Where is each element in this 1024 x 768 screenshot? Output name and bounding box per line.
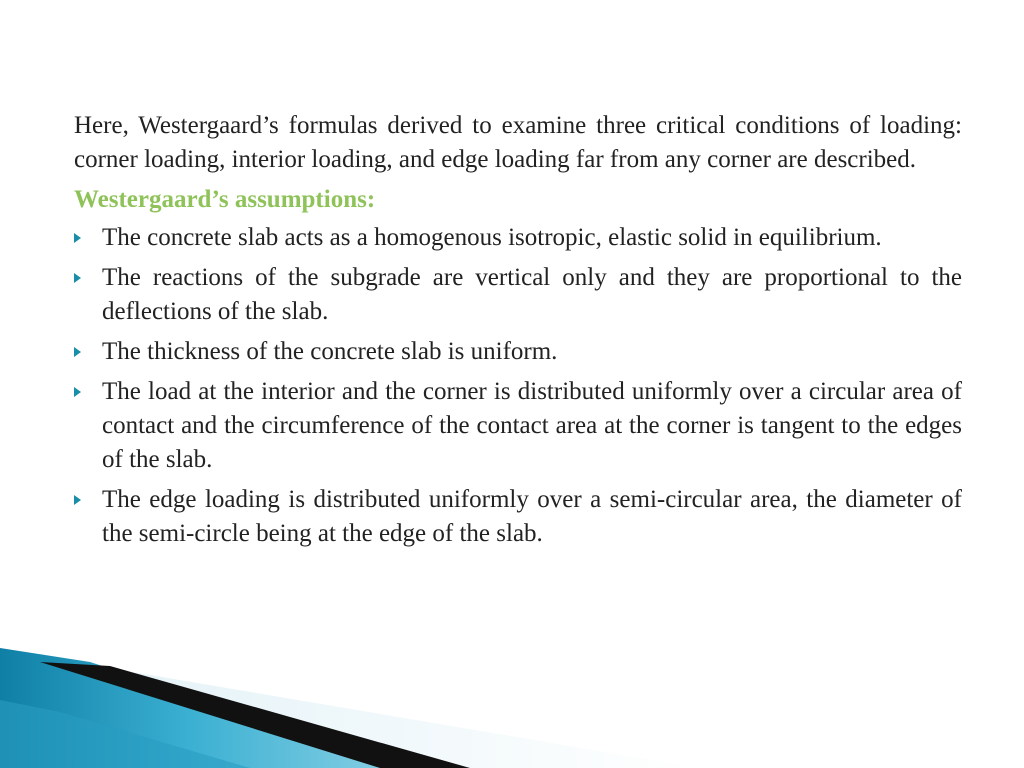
list-item-text: The reactions of the subgrade are vertical only and they are proportional to the deflections of the slab. [102, 264, 962, 325]
list-item-text: The edge loading is distributed uniformly over a semi-circular area, the diameter of the semi-circle being at the edge of the slab. [102, 486, 962, 547]
list-item-text: The load at the interior and the corner is distributed uniformly over a circular area of contact and the circumference of the contact area at the corner is tangent to the edges of the slab. [102, 378, 962, 473]
list-item [74, 221, 962, 255]
assumptions-list [74, 221, 962, 551]
assumptions-heading: Westergaard’s assumptions: [74, 186, 376, 213]
ribbon-teal-band [0, 648, 420, 768]
ribbon-highlight [0, 700, 250, 768]
list-item-text: The concrete slab acts as a homogenous isotropic, elastic solid in equilibrium. [102, 224, 882, 251]
ribbon-black-band [40, 662, 470, 768]
ribbon-light-band [0, 660, 700, 768]
intro-paragraph: Here, Westergaard’s formulas derived to examine three critical conditions of loading: corner loading, interior loading, and edge loading far from any corner are described. [74, 112, 962, 173]
list-item [74, 483, 962, 551]
triangle-bullet-icon [74, 233, 81, 243]
triangle-bullet-icon [74, 387, 81, 397]
list-item [74, 335, 962, 369]
triangle-bullet-icon [74, 495, 81, 505]
list-item [74, 375, 962, 477]
triangle-bullet-icon [74, 273, 81, 283]
list-item-text: The thickness of the concrete slab is uniform. [102, 338, 558, 365]
triangle-bullet-icon [74, 347, 81, 357]
list-item [74, 261, 962, 329]
slide-content [74, 109, 962, 557]
